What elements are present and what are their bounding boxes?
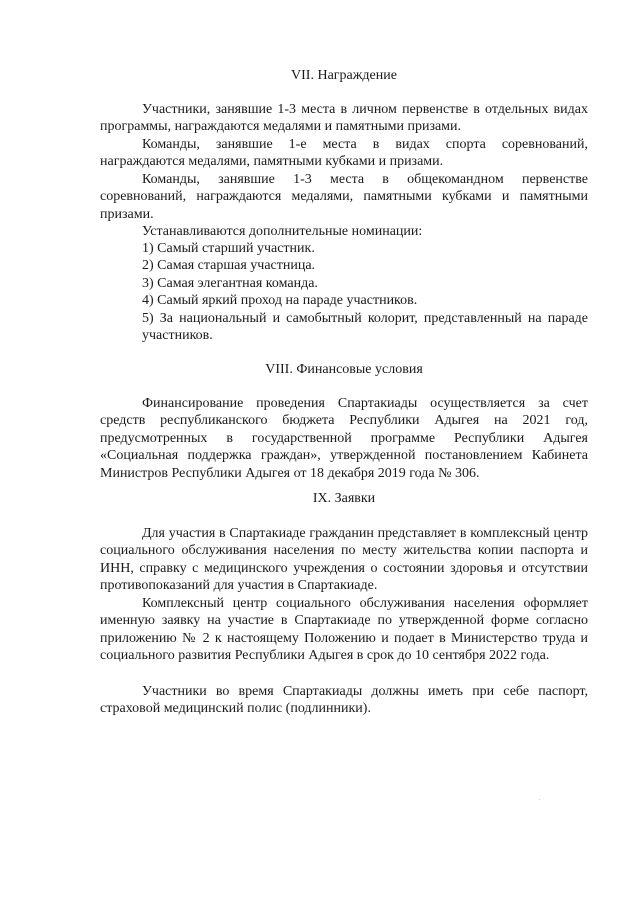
- section-title-awards: VII. Награждение: [291, 68, 397, 83]
- paragraph-applications-center: Комплексный центр социального обслуживания населения оформляет именную заявку на участие в Спартакиаде по утвержденной форме согласно приложению № 2 к настоящему Положению и подает в Министерство труда и социального развития Республики Адыгея в срок до 10 сентября 2022 года.: [100, 596, 588, 664]
- nomination-item-4: 4) Самый яркий проход на параде участников.: [142, 293, 418, 308]
- paragraph-applications-documents: Участники во время Спартакиады должны иметь при себе паспорт, страховой медицинский полис (подлинники).: [100, 684, 588, 717]
- paragraph-awards-overall: Команды, занявшие 1-3 места в общекомандном первенстве соревнований, награждаются медалями, памятными кубками и памятными призами.: [100, 172, 588, 222]
- paragraph-awards-teams: Команды, занявшие 1-е места в видах спорта соревнований, награждаются медалями, памятными кубками и призами.: [100, 137, 588, 170]
- paragraph-applications-citizen: Для участия в Спартакиаде гражданин представляет в комплексный центр социального обслуживания населения по месту жительства копии паспорта и ИНН, справку с медицинского учреждения о состоянии здоровья и отсутствии противопоказаний для участия в Спартакиаде.: [100, 526, 588, 594]
- scan-speck: [539, 799, 540, 800]
- nomination-item-3: 3) Самая элегантная команда.: [142, 276, 318, 291]
- section-title-finance: VIII. Финансовые условия: [265, 362, 423, 377]
- paragraph-finance: Финансирование проведения Спартакиады осуществляется за счет средств республиканского бюджета Республики Адыгея на 2021 год, предусмотренных в государственной программе Республики Адыгея «Социальная поддержка граждан», утвержденной постановлением Кабинета Министров Республики Адыгея от 18 декабря 2019 года № 306.: [100, 396, 588, 481]
- nomination-item-5: 5) За национальный и самобытный колорит, представленный на параде участников.: [142, 311, 588, 344]
- section-title-applications: IX. Заявки: [312, 491, 376, 506]
- paragraph-awards-individual: Участники, занявшие 1-3 места в личном первенстве в отдельных видах программы, награждаются медалями и памятными призами.: [100, 102, 588, 135]
- nomination-item-1: 1) Самый старший участник.: [142, 241, 315, 256]
- nomination-item-2: 2) Самая старшая участница.: [142, 258, 316, 273]
- paragraph-nominations-intro: Устанавливаются дополнительные номинации:: [142, 224, 423, 239]
